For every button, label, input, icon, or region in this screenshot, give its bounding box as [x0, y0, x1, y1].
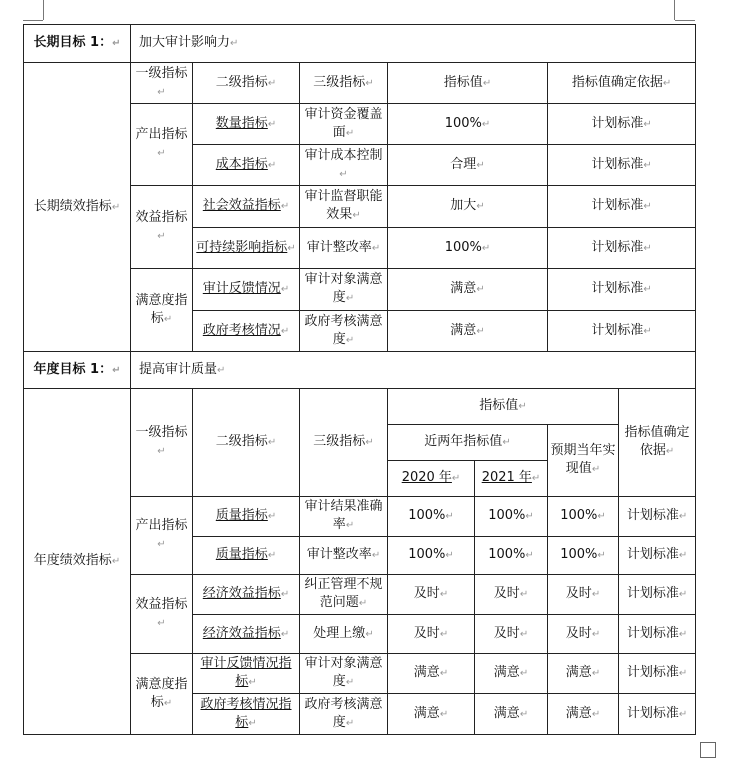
group-name: 产出指标↵ — [131, 104, 193, 186]
level3-cell: 审计资金覆盖面↵ — [300, 104, 388, 145]
v2020-cell: 100%↵ — [388, 537, 475, 575]
expected-cell: 满意↵ — [548, 694, 619, 735]
level3-cell: 审计整改率↵ — [300, 537, 388, 575]
basis-cell: 计划标准↵ — [619, 575, 696, 615]
group-name: 效益指标↵ — [131, 575, 193, 654]
v2020-cell: 及时↵ — [388, 615, 475, 654]
group-name: 满意度指标↵ — [131, 269, 193, 352]
basis-cell: 计划标准↵ — [548, 186, 696, 228]
header-value: 指标值↵ — [388, 63, 548, 104]
level3-cell: 处理上缴↵ — [300, 615, 388, 654]
level3-cell: 审计成本控制↵ — [300, 145, 388, 186]
expected-cell: 100%↵ — [548, 537, 619, 575]
annual-goal-row — [24, 352, 696, 389]
group-name: 满意度指标↵ — [131, 654, 193, 735]
annual-header-recent: 近两年指标值↵ — [388, 425, 548, 461]
level3-cell: 审计对象满意度↵ — [300, 654, 388, 694]
v2021-cell: 满意↵ — [475, 694, 548, 735]
value-cell: 100%↵ — [388, 228, 548, 269]
expected-cell: 及时↵ — [548, 575, 619, 615]
annual-header-basis: 指标值确定依据↵ — [619, 389, 696, 497]
level2-cell: 成本指标↵ — [193, 145, 300, 186]
level3-cell: 审计对象满意度↵ — [300, 269, 388, 311]
level3-cell: 审计结果准确率↵ — [300, 497, 388, 537]
annual-header-2020: 2020 年↵ — [388, 461, 475, 497]
header-basis: 指标值确定依据↵ — [548, 63, 696, 104]
value-cell: 满意↵ — [388, 269, 548, 311]
level2-cell: 政府考核情况↵ — [193, 311, 300, 352]
long-term-section-label: 长期绩效指标↵ — [24, 63, 131, 352]
annual-header-level2: 二级指标↵ — [193, 389, 300, 497]
level2-cell: 数量指标↵ — [193, 104, 300, 145]
annual-section-label: 年度绩效指标↵ — [24, 389, 131, 735]
expected-cell: 及时↵ — [548, 615, 619, 654]
crop-mark-top-right-h — [675, 20, 695, 21]
level2-cell: 政府考核情况指标↵ — [193, 694, 300, 735]
crop-mark-top-left-h — [23, 20, 43, 21]
level3-cell: 纠正管理不规范问题↵ — [300, 575, 388, 615]
performance-table — [23, 24, 696, 735]
value-cell: 加大↵ — [388, 186, 548, 228]
level2-cell: 审计反馈情况↵ — [193, 269, 300, 311]
annual-header-value: 指标值↵ — [388, 389, 619, 425]
basis-cell: 计划标准↵ — [619, 694, 696, 735]
header-level1: 一级指标↵ — [131, 63, 193, 104]
corner-box — [700, 742, 716, 758]
header-level3: 三级指标↵ — [300, 63, 388, 104]
basis-cell: 计划标准↵ — [619, 654, 696, 694]
annual-header-2021: 2021 年↵ — [475, 461, 548, 497]
long-term-goal-text: 加大审计影响力↵ — [131, 25, 696, 63]
annual-header-row-1 — [24, 389, 696, 425]
basis-cell: 计划标准↵ — [619, 497, 696, 537]
group-name: 产出指标↵ — [131, 497, 193, 575]
level2-cell: 经济效益指标↵ — [193, 615, 300, 654]
v2020-cell: 及时↵ — [388, 575, 475, 615]
basis-cell: 计划标准↵ — [619, 615, 696, 654]
v2020-cell: 满意↵ — [388, 694, 475, 735]
annual-header-level3: 三级指标↵ — [300, 389, 388, 497]
annual-goal-text: 提高审计质量↵ — [131, 352, 696, 389]
value-cell: 100%↵ — [388, 104, 548, 145]
v2021-cell: 100%↵ — [475, 497, 548, 537]
expected-cell: 满意↵ — [548, 654, 619, 694]
crop-mark-top-right — [674, 0, 675, 20]
value-cell: 合理↵ — [388, 145, 548, 186]
basis-cell: 计划标准↵ — [619, 537, 696, 575]
long-term-header-row — [24, 63, 696, 104]
v2020-cell: 100%↵ — [388, 497, 475, 537]
crop-mark-top-left — [43, 0, 44, 20]
basis-cell: 计划标准↵ — [548, 145, 696, 186]
level3-cell: 审计监督职能效果↵ — [300, 186, 388, 228]
basis-cell: 计划标准↵ — [548, 104, 696, 145]
level2-cell: 社会效益指标↵ — [193, 186, 300, 228]
level2-cell: 经济效益指标↵ — [193, 575, 300, 615]
v2020-cell: 满意↵ — [388, 654, 475, 694]
group-name: 效益指标↵ — [131, 186, 193, 269]
basis-cell: 计划标准↵ — [548, 311, 696, 352]
level2-cell: 审计反馈情况指标↵ — [193, 654, 300, 694]
level3-cell: 审计整改率↵ — [300, 228, 388, 269]
level3-cell: 政府考核满意度↵ — [300, 694, 388, 735]
v2021-cell: 100%↵ — [475, 537, 548, 575]
expected-cell: 100%↵ — [548, 497, 619, 537]
annual-header-expected: 预期当年实现值↵ — [548, 425, 619, 497]
v2021-cell: 及时↵ — [475, 575, 548, 615]
header-level2: 二级指标↵ — [193, 63, 300, 104]
value-cell: 满意↵ — [388, 311, 548, 352]
level3-cell: 政府考核满意度↵ — [300, 311, 388, 352]
basis-cell: 计划标准↵ — [548, 269, 696, 311]
v2021-cell: 及时↵ — [475, 615, 548, 654]
level2-cell: 质量指标↵ — [193, 497, 300, 537]
basis-cell: 计划标准↵ — [548, 228, 696, 269]
annual-header-level1: 一级指标↵ — [131, 389, 193, 497]
level2-cell: 质量指标↵ — [193, 537, 300, 575]
v2021-cell: 满意↵ — [475, 654, 548, 694]
level2-cell: 可持续影响指标↵ — [193, 228, 300, 269]
long-term-goal-label: 长期目标 1：↵ — [24, 25, 131, 63]
long-term-goal-row — [24, 25, 696, 63]
annual-goal-label: 年度目标 1：↵ — [24, 352, 131, 389]
